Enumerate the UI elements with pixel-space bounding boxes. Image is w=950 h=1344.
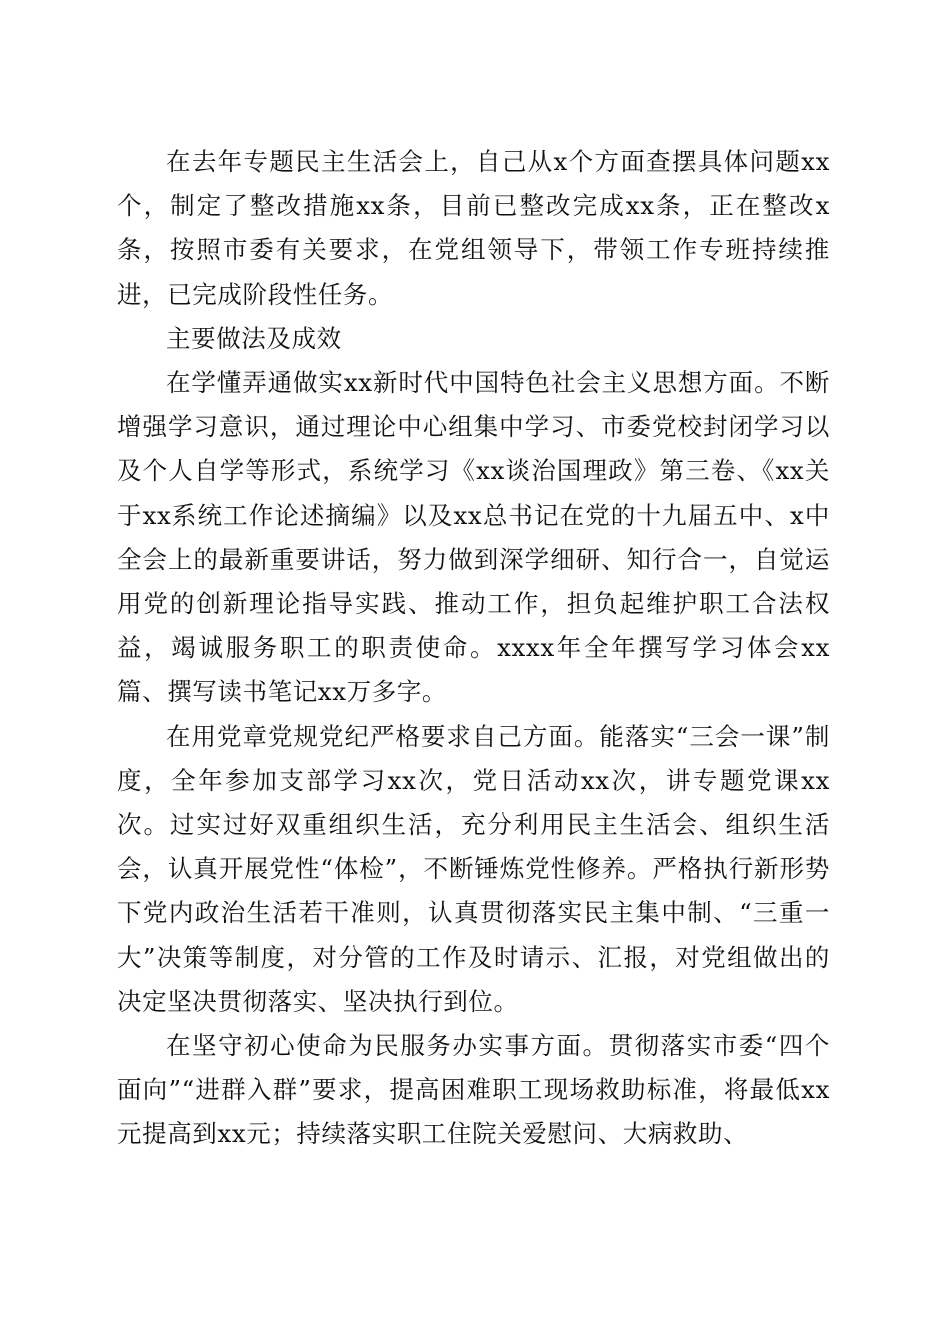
paragraph-service-to-people: 在坚守初心使命为民服务办实事方面。贯彻落实市委“四个面向”“进群入群”要求，提高困难职工现场救助标准，将最低xx元提高到xx元；持续落实职工住院关爱慰问、大病救助、	[117, 1031, 830, 1149]
document-body	[117, 140, 830, 1157]
paragraph-rectification-summary: 在去年专题民主生活会上，自己从x个方面查摆具体问题xx个，制定了整改措施xx条，目前已整改完成xx条，正在整改x条，按照市委有关要求，在党组领导下，带领工作专班持续推进，已完成阶段性任务。	[117, 147, 830, 309]
paragraph-theory-study: 在学懂弄通做实xx新时代中国特色社会主义思想方面。不断增强学习意识，通过理论中心组集中学习、市委党校封闭学习以及个人自学等形式，系统学习《xx谈治国理政》第三卷、《xx关于xx系统工作论述摘编》以及xx总书记在党的十九届五中、x中全会上的最新重要讲话，努力做到深学细研、知行合一，自觉运用党的创新理论指导实践、推动工作，担负起维护职工合法权益，竭诚服务职工的职责使命。xxxx年全年撰写学习体会xx篇、撰写读书笔记xx万多字。	[117, 368, 830, 707]
section-heading-main-practices: 主要做法及成效	[166, 323, 342, 353]
paragraph-party-discipline: 在用党章党规党纪严格要求自己方面。能落实“三会一课”制度，全年参加支部学习xx次，党日活动xx次，讲专题党课xx次。过实过好双重组织生活，充分利用民主生活会、组织生活会，认真开展党性“体检”，不断锤炼党性修养。严格执行新形势下党内政治生活若干准则，认真贯彻落实民主集中制、“三重一大”决策等制度，对分管的工作及时请示、汇报，对党组做出的决定坚决贯彻落实、坚决执行到位。	[117, 721, 830, 1016]
